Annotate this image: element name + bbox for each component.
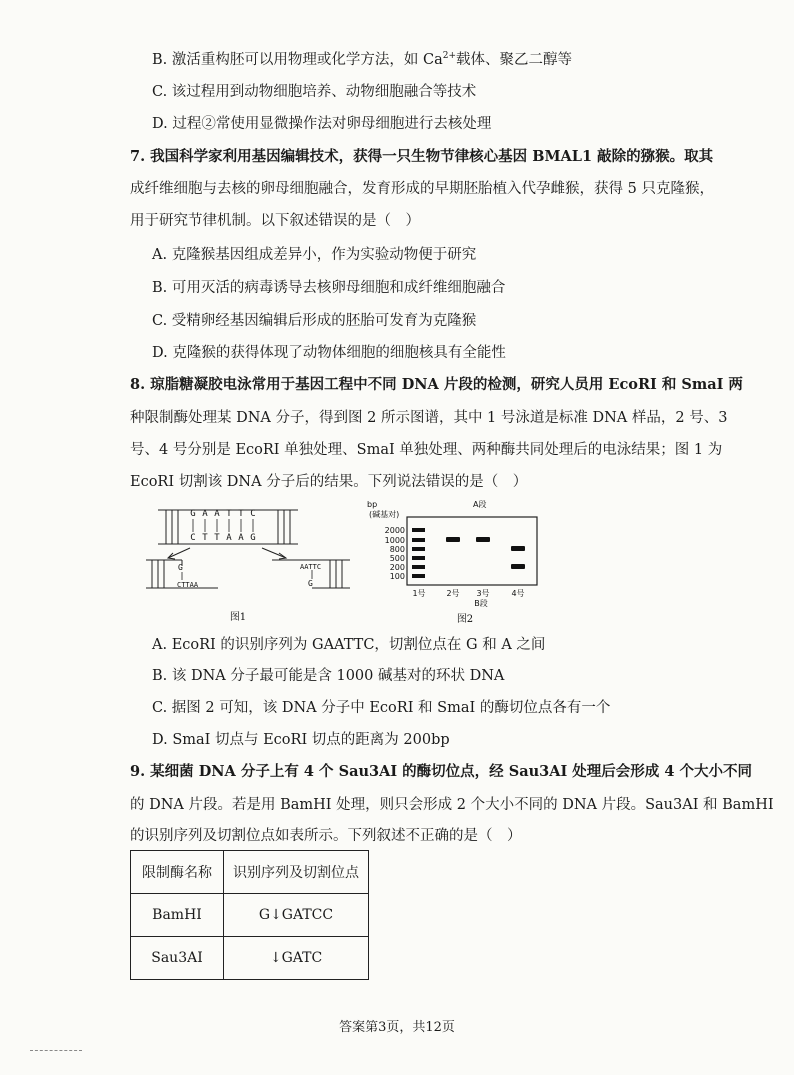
q7-stem-line2: 成纤维细胞与去核的卵母细胞融合，发育形成的早期胚胎植入代孕雌猴，获得 5 只克隆猴，: [130, 181, 714, 197]
q8-option-d: D. SmaI 切点与 EcoRI 切点的距离为 200bp: [152, 732, 450, 748]
fig1-bottom-base: T: [214, 533, 220, 543]
table-cell: G↓GATCC: [224, 894, 369, 937]
q8-stem-line1: 8. 琼脂糖凝胶电泳常用于基因工程中不同 DNA 片段的检测，研究人员用 EcoRI 和 SmaI 两: [130, 376, 743, 393]
fig1-bottom-base: C: [190, 533, 196, 543]
table-header-cell: 识别序列及切割位点: [224, 851, 369, 894]
gel-unit: bp: [367, 500, 378, 509]
gel-end-label-a: A段: [473, 500, 487, 509]
q8-stem-line3: 号、4 号分别是 EcoRI 单独处理、SmaI 单独处理、两种酶共同处理后的电泳结果；图 1 为: [130, 442, 723, 458]
footer-rule: [30, 1050, 82, 1051]
table-cell: Sau3AI: [131, 937, 224, 980]
gel-ladder-label: 500: [389, 554, 405, 563]
gel-ladder-label: 200: [389, 563, 405, 572]
gel-lane-label: 1号: [412, 589, 426, 598]
fig1-bottom-base: A: [238, 533, 244, 543]
fig1-caption: 图1: [229, 612, 247, 623]
gel-ladder-label: 100: [389, 572, 405, 581]
table-header-row: [131, 851, 369, 894]
q7-option-a: A. 克隆猴基因组成差异小，作为实验动物便于研究: [152, 247, 477, 263]
table-row: [131, 937, 369, 980]
gel-ladder-band: [412, 547, 425, 551]
table-cell: ↓GATC: [224, 937, 369, 980]
q8-option-b: B. 该 DNA 分子最可能是含 1000 碱基对的环状 DNA: [152, 668, 505, 684]
gel-end-label-b: B段: [474, 599, 488, 608]
table-header-cell: 限制酶名称: [131, 851, 224, 894]
gel-sample-band: [446, 537, 460, 542]
fig1-top-base: T: [226, 509, 232, 519]
fig1-bottom-base: G: [250, 533, 256, 543]
q8-stem-line4: EcoRI 切割该 DNA 分子后的结果。下列说法错误的是（ ）: [130, 474, 528, 490]
gel-sample-band: [511, 546, 525, 551]
figure-1-ecori-cut: [140, 502, 360, 626]
gel-ladder-label: 2000: [384, 526, 405, 535]
gel-ladder-band: [412, 538, 425, 542]
q6-option-d: D. 过程②常使用显微操作法对卵母细胞进行去核处理: [152, 116, 492, 132]
page-footer: 答案第3页，共12页: [339, 1020, 455, 1035]
gel-lane-label: 4号: [511, 589, 525, 598]
gel-unit-sub: (碱基对): [369, 510, 400, 519]
q8-option-a: A. EcoRI 的识别序列为 GAATTC，切割位点在 G 和 A 之间: [152, 637, 546, 653]
q9-stem-line1: 9. 某细菌 DNA 分子上有 4 个 Sau3AI 的酶切位点，经 Sau3AI 处理后会形成 4 个大小不同: [130, 763, 752, 780]
fig1-top-base: G: [190, 509, 196, 519]
q8-option-c: C. 据图 2 可知，该 DNA 分子中 EcoRI 和 SmaI 的酶切位点各有一个: [152, 700, 611, 716]
fig1-left-fragment-bottom: CTTAA: [177, 581, 199, 589]
gel-lane-label: 3号: [476, 589, 490, 598]
q9-stem-line2: 的 DNA 片段。若是用 BamHI 处理，则只会形成 2 个大小不同的 DNA 片段。Sau3AI 和 BamHI: [130, 797, 774, 813]
q9-stem-line3: 的识别序列及切割位点如表所示。下列叙述不正确的是（ ）: [130, 828, 522, 844]
gel-ladder-band: [412, 574, 425, 578]
q7-stem-line1: 7. 我国科学家利用基因编辑技术，获得一只生物节律核心基因 BMAL1 敲除的猕猴。取其: [130, 148, 714, 165]
gel-sample-band: [511, 564, 525, 569]
fig1-right-fragment-top: AATTC: [300, 563, 322, 571]
fig1-top-base: A: [214, 509, 220, 519]
gel-ladder-band: [412, 556, 425, 560]
fig2-caption: 图2: [456, 614, 474, 625]
q7-option-c: C. 受精卵经基因编辑后形成的胚胎可发育为克隆猴: [152, 313, 477, 329]
fig1-right-fragment-bottom: G: [308, 579, 313, 588]
fig1-bottom-base: A: [226, 533, 232, 543]
q7-option-d: D. 克隆猴的获得体现了动物体细胞的细胞核具有全能性: [152, 345, 506, 361]
figure-2-gel: [355, 496, 545, 628]
q8-stem-line2: 种限制酶处理某 DNA 分子，得到图 2 所示图谱，其中 1 号泳道是标准 DNA 样品，2 号、3: [130, 410, 728, 426]
q6-option-b: B. 激活重构胚可以用物理或化学方法，如 $Ca^{2+}$载体、聚乙二醇等: [152, 51, 573, 68]
q7-stem-line3: 用于研究节律机制。以下叙述错误的是（ ）: [130, 213, 420, 229]
gel-ladder-band: [412, 528, 425, 532]
gel-ladder-label: 1000: [384, 536, 405, 545]
gel-sample-band: [476, 537, 490, 542]
gel-ladder-label: 800: [389, 545, 405, 554]
q7-option-b: B. 可用灭活的病毒诱导去核卵母细胞和成纤维细胞融合: [152, 280, 506, 296]
fig1-left-fragment-top: G: [178, 563, 183, 572]
fig1-top-base: T: [238, 509, 244, 519]
gel-lane-label: 2号: [446, 589, 460, 598]
enzyme-table: [130, 850, 369, 980]
q6-option-c: C. 该过程用到动物细胞培养、动物细胞融合等技术: [152, 84, 477, 100]
fig1-top-base: A: [202, 509, 208, 519]
table-row: [131, 894, 369, 937]
fig1-top-base: C: [250, 509, 256, 519]
gel-ladder-band: [412, 565, 425, 569]
fig1-bottom-base: T: [202, 533, 208, 543]
table-cell: BamHI: [131, 894, 224, 937]
